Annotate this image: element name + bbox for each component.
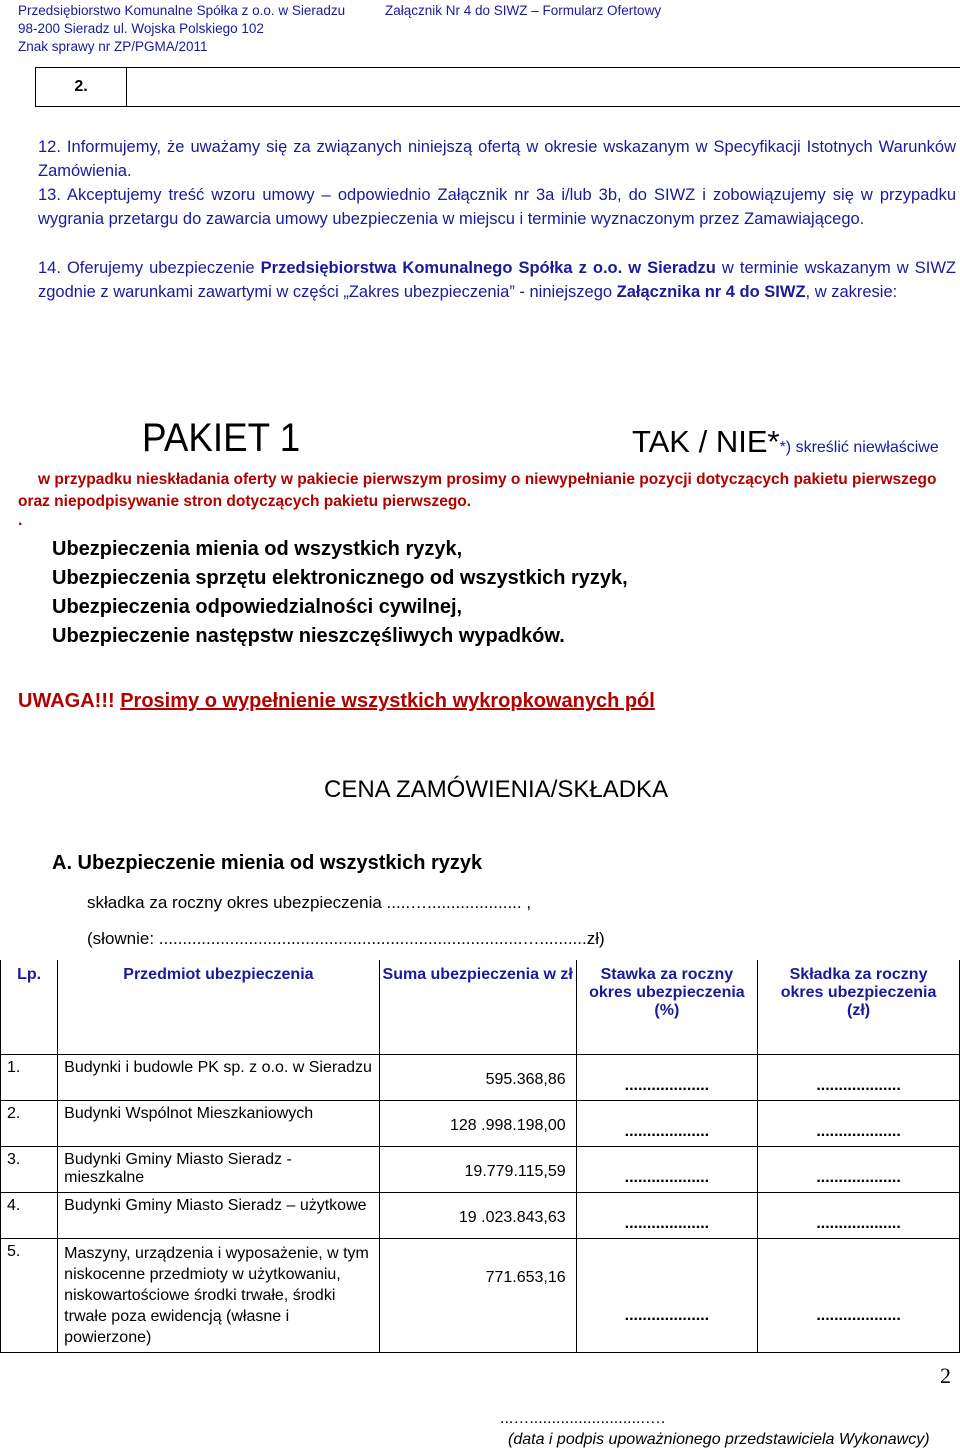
scope-item: Ubezpieczenia odpowiedzialności cywilnej, (52, 596, 463, 618)
row-item: Budynki Gminy Miasto Sieradz – użytkowe (58, 1192, 379, 1238)
col-header-lp: Lp. (1, 960, 58, 1054)
insurance-table (0, 960, 960, 1353)
row-rate: ................... (576, 1238, 757, 1352)
row-lp: 4. (1, 1192, 58, 1238)
pakiet-title: PAKIET 1 (142, 416, 301, 460)
row-lp: 2. (1, 1100, 58, 1146)
p14-middle: w terminie wskazanym w SIWZ zgodnie z warunkami zawartymi w części „Zakres ubezpieczenia” - niniejszego (38, 259, 957, 301)
row-rate: ................... (576, 1054, 757, 1100)
row-item: Maszyny, urządzenia i wyposażenie, w tym niskocenne przedmioty w użytkowaniu, niskowartościowe środki trwałe, środki trwałe poza ewidencją (własne i powierzone) (58, 1238, 379, 1352)
row-rate: ................... (576, 1192, 757, 1238)
row-premium: ................... (758, 1100, 960, 1146)
col-header-item: Przedmiot ubezpieczenia (58, 960, 379, 1054)
row-lp: 1. (1, 1054, 58, 1100)
paragraph-13: 13. Akceptujemy treść wzoru umowy – odpowiednio Załącznik nr 3a i/lub 3b, do SIWZ i zobowiązujemy się w przypadku wygrania przetargu do zawarcia umowy ubezpieczenia w miejscu i terminie wyznaczonym przez Zamawiającego. (38, 186, 956, 228)
uwaga-marks: !!! (94, 690, 121, 712)
page-number: 2 (940, 1363, 951, 1388)
pakiet-dot: . (18, 512, 23, 529)
table-body (1, 1054, 960, 1352)
p14-end: , w zakresie: (805, 283, 898, 301)
row-premium: ................... (758, 1054, 960, 1100)
row-sum: 771.653,16 (379, 1238, 576, 1352)
tak-nie-label: TAK / NIE* (632, 424, 780, 459)
col-header-rate: Stawka za roczny okres ubezpieczenia (%) (576, 960, 757, 1054)
scope-list (52, 535, 628, 651)
section-a-in-words: (słownie: .............................................................................…..........zł) (87, 929, 605, 948)
paragraph-14 (38, 256, 956, 304)
col-header-premium: Składka za roczny okres ubezpieczenia (zł) (758, 960, 960, 1054)
table-row (1, 1238, 960, 1352)
company-name: Przedsiębiorstwo Komunalne Spółka z o.o. w Sieradzu (18, 3, 346, 18)
row-premium: ................... (758, 1146, 960, 1192)
row-item: Budynki Wspólnot Mieszkaniowych (58, 1100, 379, 1146)
top-table-row-number: 2. (36, 68, 127, 107)
section-a-premium: składka za roczny okres ubezpieczenia .....….................... , (87, 893, 532, 912)
top-table-cell (127, 68, 960, 107)
p14-attachment: Załącznika nr 4 do SIWZ (616, 283, 806, 301)
row-sum: 19 .023.843,63 (379, 1192, 576, 1238)
col-header-sum: Suma ubezpieczenia w zł (379, 960, 576, 1054)
tak-nie-note: *) skreślić niewłaściwe (779, 439, 939, 456)
cena-title: CENA ZAMÓWIENIA/SKŁADKA (324, 776, 669, 803)
uwaga-line (18, 690, 655, 713)
p14-company: Przedsiębiorstwa Komunalnego Spółka z o.o. w Sieradzu (260, 259, 716, 277)
row-premium: ................... (758, 1192, 960, 1238)
uwaga-label: UWAGA (18, 690, 95, 712)
attachment-title: Załącznik Nr 4 do SIWZ – Formularz Ofertowy (385, 3, 662, 18)
scope-item: Ubezpieczenia sprzętu elektronicznego od wszystkich ryzyk, (52, 567, 628, 589)
row-sum: 595.368,86 (379, 1054, 576, 1100)
scope-item: Ubezpieczenia mienia od wszystkich ryzyk, (52, 538, 463, 560)
section-a-title: A. Ubezpieczenie mienia od wszystkich ryzyk (52, 852, 483, 874)
row-sum: 19.779.115,59 (379, 1146, 576, 1192)
company-address: 98-200 Sieradz ul. Wojska Polskiego 102 (18, 21, 264, 36)
row-premium: ................... (758, 1238, 960, 1352)
uwaga-text: Prosimy o wypełnienie wszystkich wykropkowanych pól (120, 690, 655, 712)
scope-item: Ubezpieczenie następstw nieszczęśliwych wypadków. (52, 625, 565, 647)
pakiet-warning: w przypadku nieskładania oferty w pakiecie pierwszym prosimy o niewypełnianie pozycji dotyczących pakietu pierwszego oraz niepodpisywanie stron dotyczących pakietu pierwszego. (18, 471, 937, 510)
row-item: Budynki i budowle PK sp. z o.o. w Sieradzu (58, 1054, 379, 1100)
signature-caption: (data i podpis upoważnionego przedstawiciela Wykonawcy) (508, 1431, 930, 1448)
tak-nie-block (632, 424, 939, 460)
table-row (1, 1054, 960, 1100)
row-lp: 5. (1, 1238, 58, 1352)
row-item: Budynki Gminy Miasto Sieradz - mieszkalne (58, 1146, 379, 1192)
row-sum: 128 .998.198,00 (379, 1100, 576, 1146)
paragraph-12: 12. Informujemy, że uważamy się za związanych niniejszą ofertą w okresie wskazanym w Specyfikacji Istotnych Warunków Zamówienia. (38, 138, 956, 180)
p14-start: 14. Oferujemy ubezpieczenie (38, 259, 261, 277)
signature-dots: ...…..........................…. (500, 1410, 666, 1427)
table-row (1, 1146, 960, 1192)
table-row (1, 1192, 960, 1238)
table-row (1, 1100, 960, 1146)
row-rate: ................... (576, 1100, 757, 1146)
case-number: Znak sprawy nr ZP/PGMA/2011 (18, 39, 208, 54)
top-table (35, 67, 960, 107)
header-left (18, 2, 345, 56)
row-rate: ................... (576, 1146, 757, 1192)
row-lp: 3. (1, 1146, 58, 1192)
